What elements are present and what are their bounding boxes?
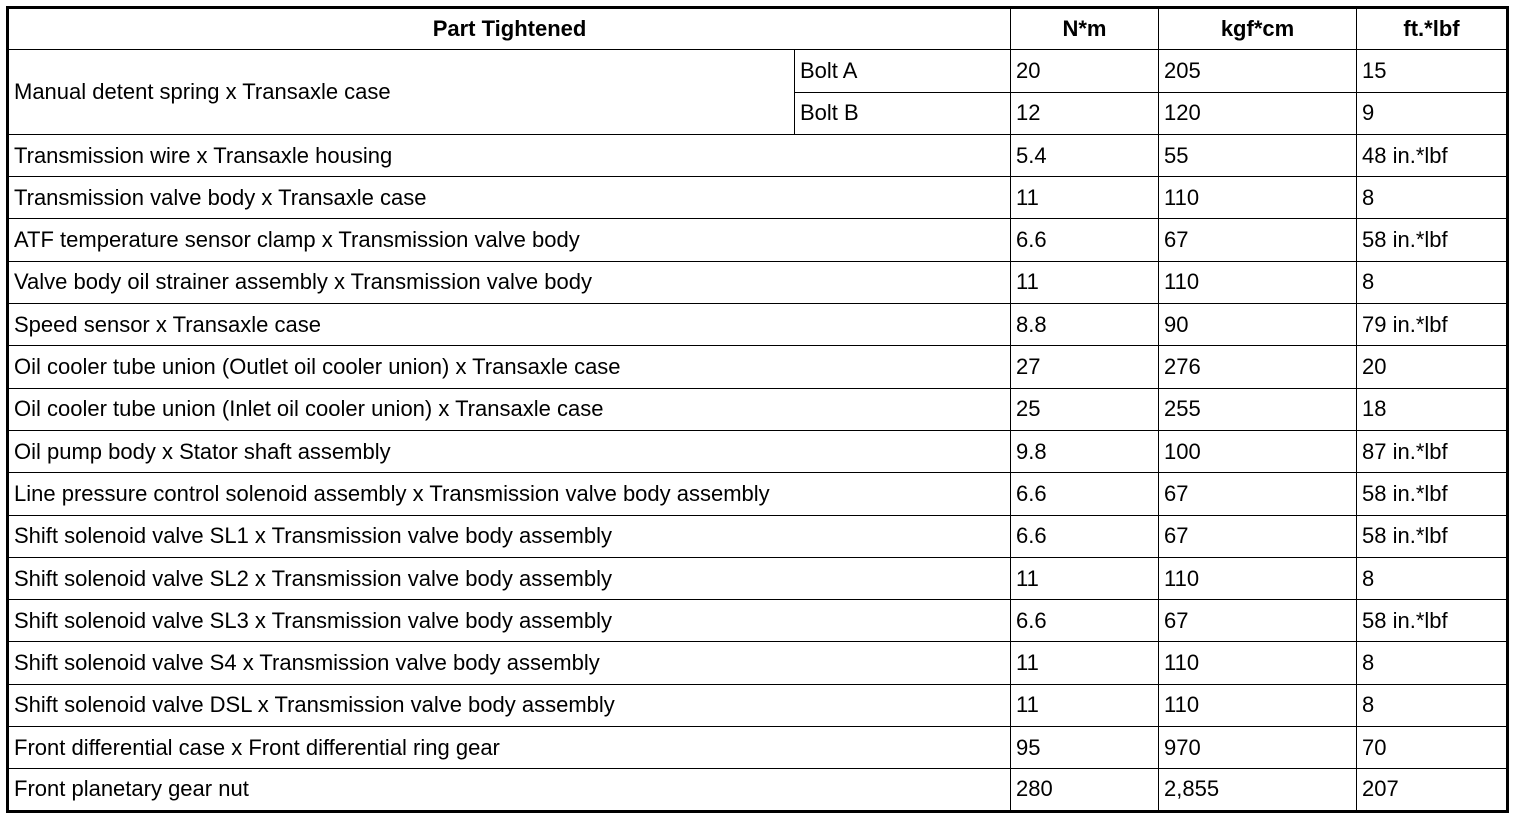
ftlbf-cell: 18 <box>1357 388 1508 430</box>
nm-cell: 5.4 <box>1011 134 1159 176</box>
table-row <box>8 769 1508 811</box>
nm-cell: 6.6 <box>1011 219 1159 261</box>
part-cell: Manual detent spring x Transaxle case <box>8 50 795 135</box>
ftlbf-cell: 58 in.*lbf <box>1357 219 1508 261</box>
part-cell: Oil cooler tube union (Outlet oil cooler union) x Transaxle case <box>8 346 1011 388</box>
table-row <box>8 515 1508 557</box>
part-cell: Front differential case x Front differential ring gear <box>8 727 1011 769</box>
part-cell: Shift solenoid valve S4 x Transmission valve body assembly <box>8 642 1011 684</box>
header-row <box>8 8 1508 50</box>
table-row <box>8 388 1508 430</box>
part-cell: Shift solenoid valve SL2 x Transmission valve body assembly <box>8 557 1011 599</box>
ftlbf-cell: 9 <box>1357 92 1508 134</box>
kgfcm-cell: 110 <box>1159 684 1357 726</box>
header-part-tightened: Part Tightened <box>8 8 1011 50</box>
header-nm: N*m <box>1011 8 1159 50</box>
kgfcm-cell: 67 <box>1159 219 1357 261</box>
torque-spec-table <box>6 6 1509 813</box>
nm-cell: 6.6 <box>1011 600 1159 642</box>
part-cell: Shift solenoid valve DSL x Transmission valve body assembly <box>8 684 1011 726</box>
nm-cell: 25 <box>1011 388 1159 430</box>
ftlbf-cell: 8 <box>1357 684 1508 726</box>
ftlbf-cell: 58 in.*lbf <box>1357 600 1508 642</box>
ftlbf-cell: 70 <box>1357 727 1508 769</box>
kgfcm-cell: 2,855 <box>1159 769 1357 811</box>
kgfcm-cell: 100 <box>1159 430 1357 472</box>
kgfcm-cell: 67 <box>1159 515 1357 557</box>
nm-cell: 95 <box>1011 727 1159 769</box>
ftlbf-cell: 58 in.*lbf <box>1357 515 1508 557</box>
kgfcm-cell: 110 <box>1159 557 1357 599</box>
part-cell: Valve body oil strainer assembly x Transmission valve body <box>8 261 1011 303</box>
table-row <box>8 346 1508 388</box>
part-cell: Oil pump body x Stator shaft assembly <box>8 430 1011 472</box>
part-cell: Shift solenoid valve SL1 x Transmission valve body assembly <box>8 515 1011 557</box>
table-row <box>8 473 1508 515</box>
kgfcm-cell: 110 <box>1159 177 1357 219</box>
nm-cell: 280 <box>1011 769 1159 811</box>
table-row <box>8 430 1508 472</box>
table-row <box>8 684 1508 726</box>
part-cell: Speed sensor x Transaxle case <box>8 304 1011 346</box>
header-ftlbf: ft.*lbf <box>1357 8 1508 50</box>
nm-cell: 6.6 <box>1011 515 1159 557</box>
nm-cell: 6.6 <box>1011 473 1159 515</box>
table-row <box>8 219 1508 261</box>
nm-cell: 11 <box>1011 684 1159 726</box>
header-kgfcm: kgf*cm <box>1159 8 1357 50</box>
ftlbf-cell: 48 in.*lbf <box>1357 134 1508 176</box>
ftlbf-cell: 58 in.*lbf <box>1357 473 1508 515</box>
bolt-cell: Bolt B <box>795 92 1011 134</box>
kgfcm-cell: 120 <box>1159 92 1357 134</box>
part-cell: Front planetary gear nut <box>8 769 1011 811</box>
kgfcm-cell: 67 <box>1159 473 1357 515</box>
table-row <box>8 727 1508 769</box>
kgfcm-cell: 205 <box>1159 50 1357 92</box>
part-cell: Shift solenoid valve SL3 x Transmission valve body assembly <box>8 600 1011 642</box>
kgfcm-cell: 55 <box>1159 134 1357 176</box>
nm-cell: 11 <box>1011 177 1159 219</box>
ftlbf-cell: 87 in.*lbf <box>1357 430 1508 472</box>
part-cell: Line pressure control solenoid assembly x Transmission valve body assembly <box>8 473 1011 515</box>
nm-cell: 27 <box>1011 346 1159 388</box>
nm-cell: 12 <box>1011 92 1159 134</box>
nm-cell: 11 <box>1011 261 1159 303</box>
kgfcm-cell: 276 <box>1159 346 1357 388</box>
ftlbf-cell: 79 in.*lbf <box>1357 304 1508 346</box>
kgfcm-cell: 110 <box>1159 261 1357 303</box>
part-cell: Oil cooler tube union (Inlet oil cooler union) x Transaxle case <box>8 388 1011 430</box>
table-row <box>8 261 1508 303</box>
ftlbf-cell: 207 <box>1357 769 1508 811</box>
kgfcm-cell: 970 <box>1159 727 1357 769</box>
table-row <box>8 177 1508 219</box>
ftlbf-cell: 15 <box>1357 50 1508 92</box>
ftlbf-cell: 20 <box>1357 346 1508 388</box>
kgfcm-cell: 110 <box>1159 642 1357 684</box>
kgfcm-cell: 255 <box>1159 388 1357 430</box>
table-row <box>8 600 1508 642</box>
table-row <box>8 304 1508 346</box>
ftlbf-cell: 8 <box>1357 642 1508 684</box>
bolt-cell: Bolt A <box>795 50 1011 92</box>
nm-cell: 9.8 <box>1011 430 1159 472</box>
table-row <box>8 134 1508 176</box>
nm-cell: 20 <box>1011 50 1159 92</box>
nm-cell: 8.8 <box>1011 304 1159 346</box>
nm-cell: 11 <box>1011 642 1159 684</box>
table-row <box>8 50 1508 92</box>
table-row <box>8 642 1508 684</box>
table-row <box>8 557 1508 599</box>
kgfcm-cell: 67 <box>1159 600 1357 642</box>
part-cell: ATF temperature sensor clamp x Transmission valve body <box>8 219 1011 261</box>
nm-cell: 11 <box>1011 557 1159 599</box>
ftlbf-cell: 8 <box>1357 261 1508 303</box>
ftlbf-cell: 8 <box>1357 557 1508 599</box>
ftlbf-cell: 8 <box>1357 177 1508 219</box>
kgfcm-cell: 90 <box>1159 304 1357 346</box>
part-cell: Transmission wire x Transaxle housing <box>8 134 1011 176</box>
part-cell: Transmission valve body x Transaxle case <box>8 177 1011 219</box>
